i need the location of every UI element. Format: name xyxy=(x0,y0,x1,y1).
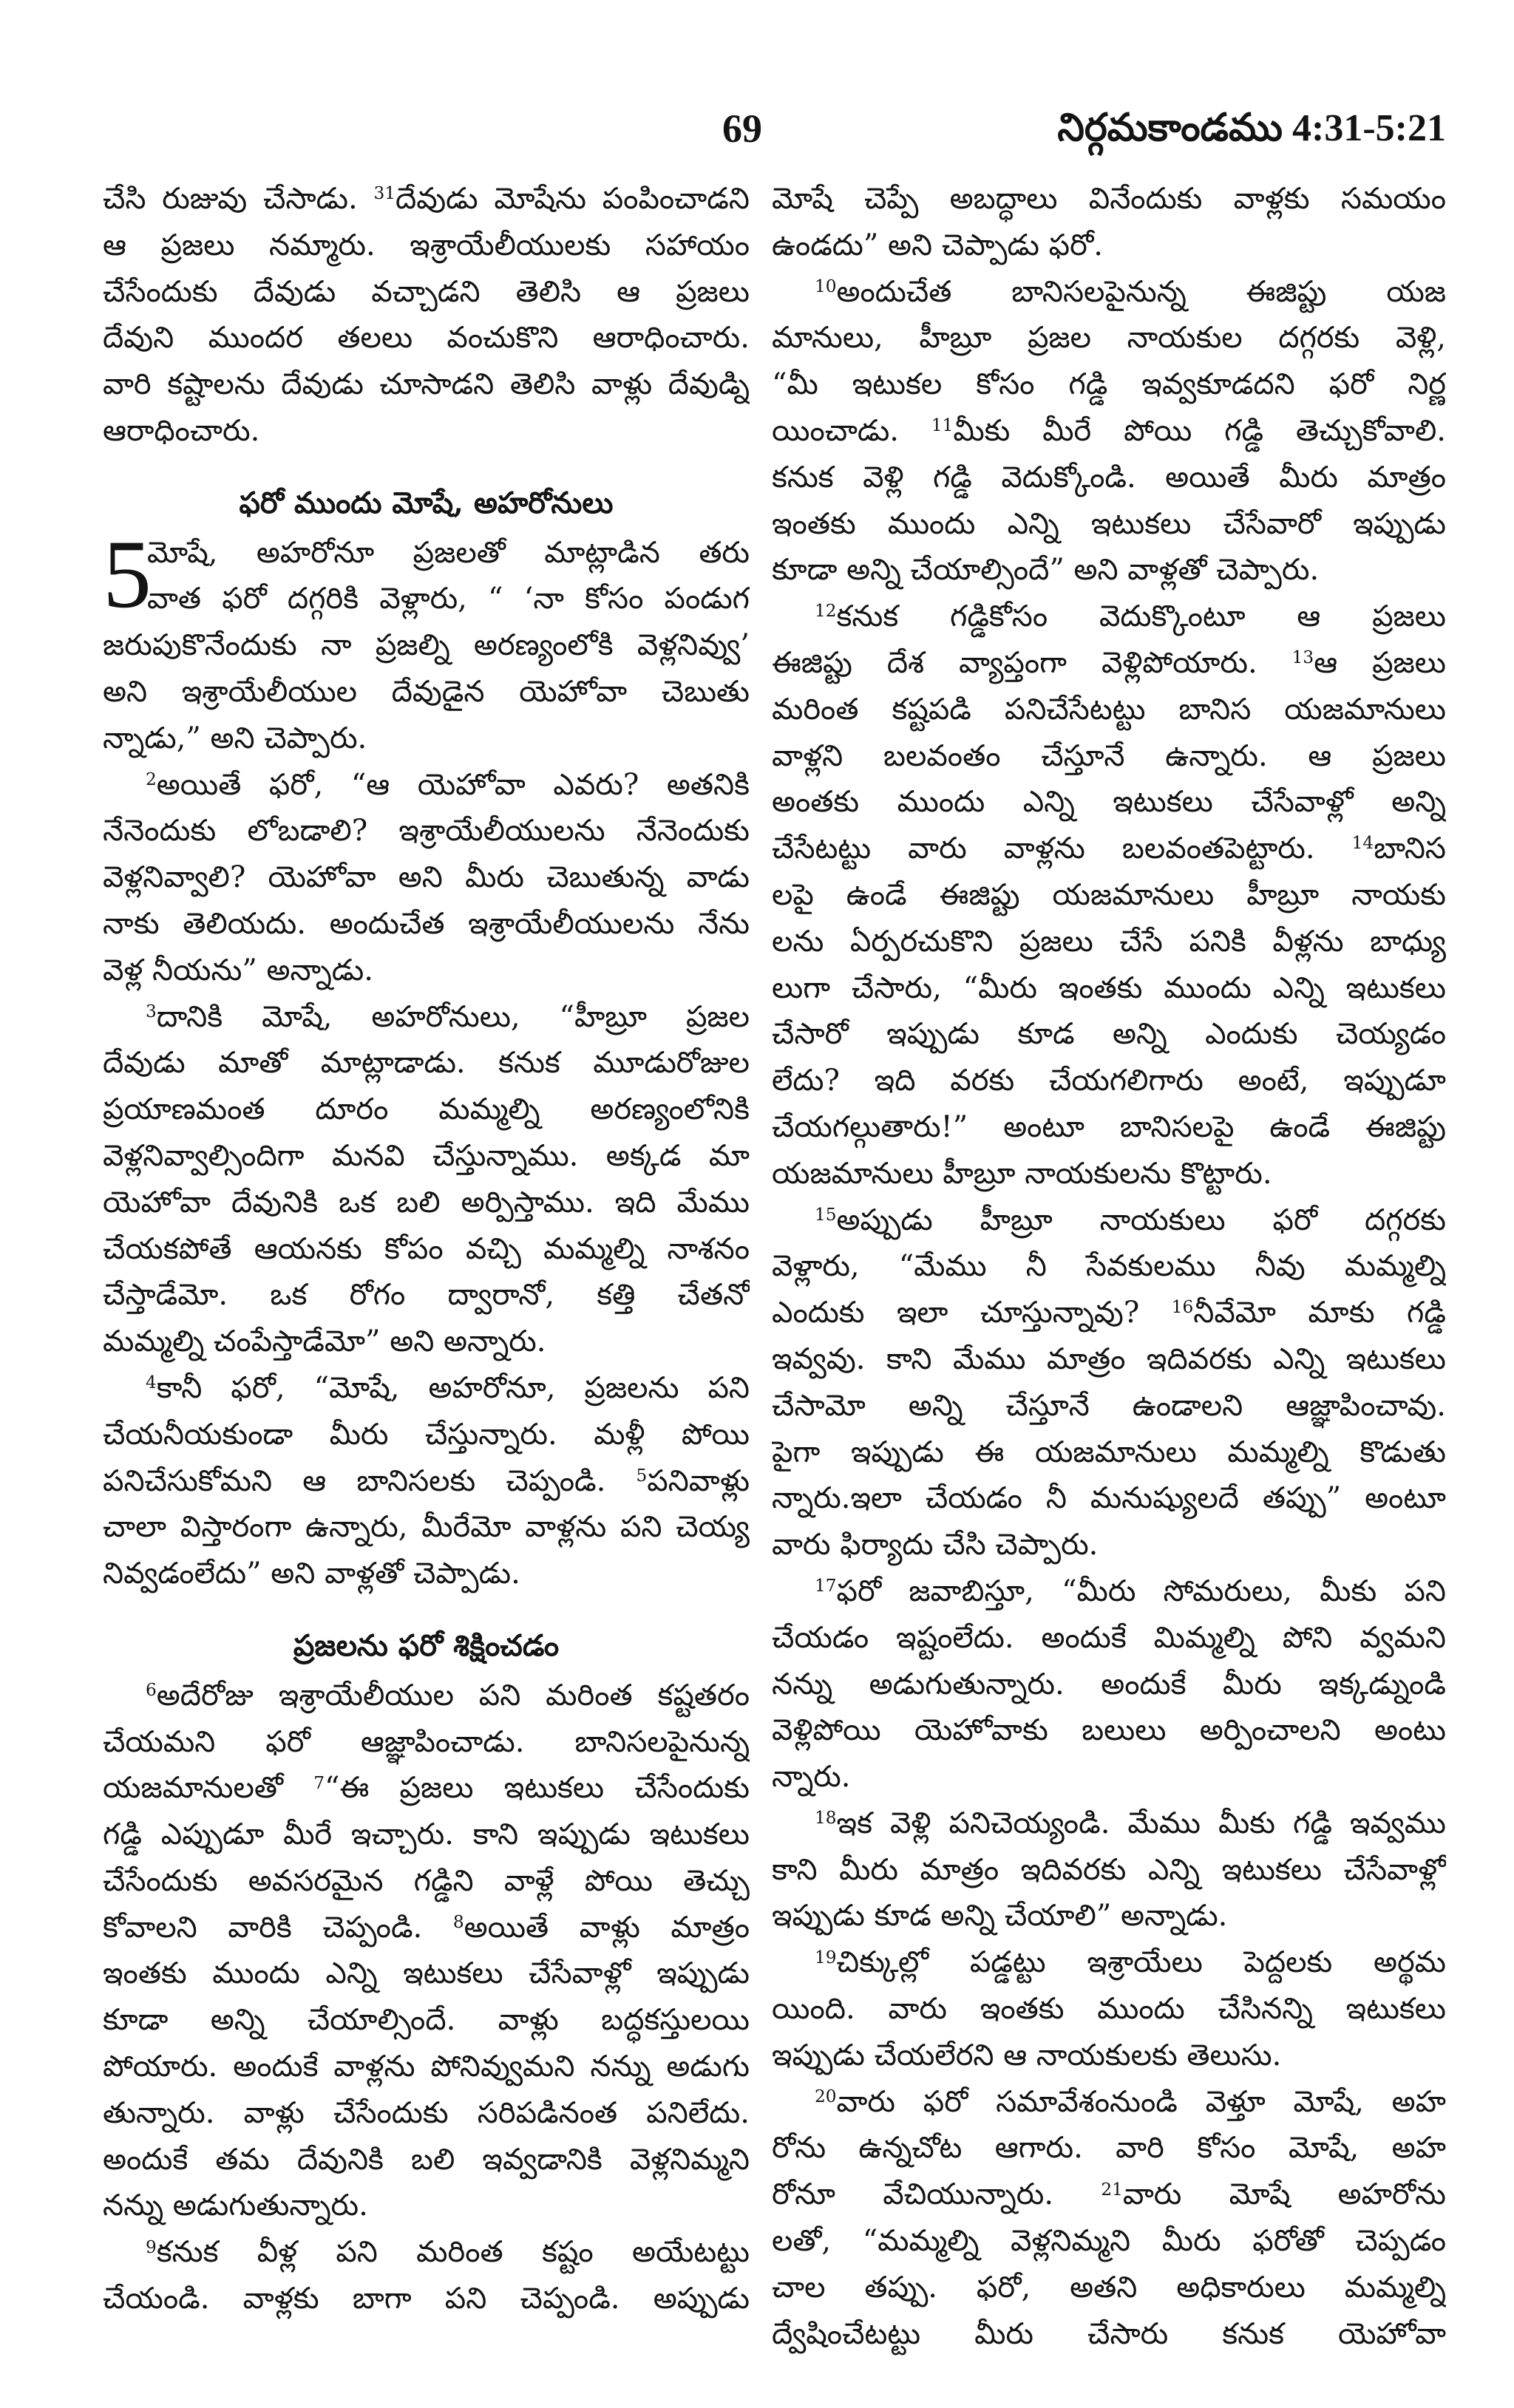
line-text: పోయారు. అందుకే వాళ్లను పోనివ్వుమని నన్ను అడుగు xyxy=(103,2050,750,2084)
verse-number: 20 xyxy=(815,2086,837,2106)
line-text: చేస్తాడేమో. ఒక రోగం ద్వారానో, కత్తి చేతనో xyxy=(103,1278,750,1313)
verse-paragraph xyxy=(103,762,750,994)
text-line xyxy=(103,994,750,1041)
text-line xyxy=(772,2079,1446,2126)
line-text: యజమానులతో xyxy=(103,1771,314,1806)
text-line xyxy=(103,2137,750,2183)
verse-number: 5 xyxy=(636,1465,648,1486)
text-line xyxy=(772,1058,1446,1104)
text-line xyxy=(772,919,1446,965)
text-line xyxy=(772,269,1446,316)
text-line xyxy=(772,2218,1446,2265)
line-text: ఇక వెళ్లి పనిచెయ్యండి. మేము మీకు గడ్డి ఇవ్వము xyxy=(836,1806,1446,1840)
text-line xyxy=(772,1197,1446,1244)
page-number: 69 xyxy=(722,106,762,151)
line-text: రోనూ వేచియున్నారు. xyxy=(772,2177,1101,2212)
line-text: చేయకపోతే ఆయనకు కోపం వచ్చి మమ్మల్ని నాశనం xyxy=(103,1231,750,1266)
line-text: వెళ్లిపోయి యెహోవాకు బలులు అర్పించాలని అంటు xyxy=(772,1713,1446,1748)
text-line xyxy=(772,1754,1446,1800)
text-line xyxy=(103,1858,750,1905)
text-line xyxy=(772,826,1446,872)
text-line xyxy=(772,501,1446,548)
verse-paragraph xyxy=(772,1568,1446,1800)
verse-number: 16 xyxy=(1171,1297,1194,1318)
line-text: లతో, “మమ్మల్ని వెళ్లనిమ్మని మీరు ఫరోతో చెప్పడం xyxy=(772,2224,1446,2259)
verse-paragraph xyxy=(772,594,1446,1197)
verse-number: 2 xyxy=(146,769,157,789)
text-line xyxy=(772,594,1446,640)
text-line xyxy=(103,1673,750,1719)
line-text: ఆ ప్రజలు నమ్మారు. ఇశ్రాయేలీయులకు సహాయం xyxy=(103,228,750,262)
line-text: చేయగల్గుతారు!” అంటూ బానిసలపై ఉండే ఈజిప్టు xyxy=(772,1109,1446,1144)
text-line xyxy=(772,2033,1446,2079)
line-text: చేసేందుకు దేవుడు వచ్చాడని తెలిసి ఆ ప్రజలు xyxy=(103,274,750,309)
section-heading: ప్రజలను ఫరో శిక్షించడం xyxy=(293,1628,560,1663)
text-line xyxy=(772,547,1446,594)
text-line xyxy=(103,669,750,715)
text-line xyxy=(772,1104,1446,1151)
text-line xyxy=(103,176,750,222)
text-line xyxy=(772,176,1446,222)
text-line xyxy=(772,1707,1446,1754)
text-line xyxy=(772,2265,1446,2311)
line-text: జరుపుకొనేందుకు నా ప్రజల్ని అరణ్యంలోకి వెళ్లనివ్వు’ xyxy=(103,628,750,663)
verse-paragraph xyxy=(103,2229,750,2322)
line-text: మోషే చెప్పే అబద్ధాలు వినేందుకు వాళ్లకు సమయం xyxy=(772,182,1446,216)
verse-number: 7 xyxy=(313,1772,325,1793)
text-line xyxy=(103,1719,750,1766)
chapter-number: 5 xyxy=(103,519,152,628)
line-text: వారు ఫిర్యాదు చేసి చెప్పారు. xyxy=(772,1528,1099,1562)
text-line xyxy=(772,965,1446,1012)
verse-paragraph xyxy=(772,1800,1446,1939)
verse-paragraph xyxy=(103,1365,750,1597)
running-head-title: నిర్గమకాండము 4:31-5:21 xyxy=(1057,107,1446,149)
line-text: చేసేందుకు అవసరమైన గడ్డిని వాళ్లే పోయి తెచ్చు xyxy=(103,1863,750,1898)
line-text: ద్వేషించేటట్టు మీరు చేసారు కనుక యెహోవా xyxy=(772,2316,1446,2351)
text-line xyxy=(772,315,1446,361)
line-text: నేనెందుకు లోబడాలి? ఇశ్రాయేలీయులను నేనెందుకు xyxy=(103,814,750,848)
line-text: మానులు, హీబ్రూ ప్రజల నాయకుల దగ్గరకు వెళ్లి, xyxy=(772,321,1446,356)
verse-number: 17 xyxy=(815,1576,837,1596)
line-text: వారు మోషే అహరోను xyxy=(1122,2177,1446,2212)
line-text: ఫరో జవాబిస్తూ, “మీరు సోమరులు, మీకు పని xyxy=(836,1574,1446,1608)
text-line xyxy=(772,1800,1446,1847)
verse-number: 14 xyxy=(1351,833,1374,854)
line-text: ఆరాధించారు. xyxy=(103,413,260,448)
verse-paragraph xyxy=(103,1673,750,2230)
line-text: లపై ఉండే ఈజిప్టు యజమానులు హీబ్రూ నాయకు xyxy=(772,877,1446,912)
line-text: దేవుని ముందర తలలు వంచుకొని ఆరాధించారు. xyxy=(103,321,750,356)
text-line xyxy=(103,1040,750,1086)
line-text: కనుక వీళ్ల పని మరింత కష్టం అయేటట్టు xyxy=(156,2235,750,2270)
text-line xyxy=(103,622,750,669)
text-line xyxy=(103,269,750,316)
line-text: “మీ ఇటుకల కోసం గడ్డి ఇవ్వకూడదని ఫరో నిర్ణ xyxy=(772,367,1446,402)
text-line xyxy=(772,779,1446,826)
line-text: న్నారు.ఇలా చేయడం నీ మనుష్యులదే తప్పు” అంటూ xyxy=(772,1481,1446,1516)
text-line xyxy=(103,315,750,361)
line-text: చేసేటట్టు వారు వాళ్లను బలవంతపెట్టారు. xyxy=(772,831,1352,866)
line-text: మరింత కష్టపడి పనిచేసేటట్టు బానిస యజమానులు xyxy=(772,692,1446,727)
text-line xyxy=(103,762,750,809)
text-line xyxy=(103,222,750,269)
text-line xyxy=(103,948,750,994)
line-text: ఇప్పుడు కూడ అన్ని చేయాలి” అన్నాడు. xyxy=(772,1899,1228,1933)
line-text: కనుక వెళ్లి గడ్డి వెదుక్కోండి. అయితే మీరు మాత్రం xyxy=(772,460,1446,494)
text-line xyxy=(772,408,1446,455)
text-line xyxy=(772,2311,1446,2358)
verse-number: 13 xyxy=(1291,647,1314,668)
line-text: ఆ ప్రజలు xyxy=(1314,645,1446,680)
line-text: చేయమని ఫరో ఆజ్ఞాపించాడు. బానిసలపైనున్న xyxy=(103,1724,750,1759)
verse-number: 3 xyxy=(146,1001,157,1021)
text-line xyxy=(103,1950,750,1997)
verse-paragraph xyxy=(103,994,750,1365)
line-text: ఇవ్వవు. కాని మేము మాత్రం ఇదివరకు ఎన్ని ఇటుకలు xyxy=(772,1341,1446,1376)
right-column xyxy=(772,176,1446,2357)
text-line xyxy=(772,1986,1446,2033)
line-text: చాలా విస్తారంగా ఉన్నారు, మీరేమో వాళ్లను పని చెయ్య xyxy=(103,1510,750,1545)
line-text: న్నారు. xyxy=(772,1760,851,1795)
text-line xyxy=(103,1365,750,1412)
line-text: దానికి మోషే, అహరోనులు, “హీబ్రూ ప్రజల xyxy=(156,999,750,1034)
verse-paragraph xyxy=(772,1197,1446,1568)
line-text: రోను ఉన్నచోట ఆగారు. వారి కోసం మోషే, అహ xyxy=(772,2131,1446,2166)
text-line xyxy=(103,1133,750,1180)
text-line xyxy=(103,2044,750,2090)
text-line xyxy=(772,640,1446,687)
line-text: కూడా అన్ని చేయాల్సిందే” అని వాళ్లతో చెప్పారు. xyxy=(772,553,1320,588)
text-line xyxy=(103,530,750,577)
line-text: చేయనీయకుండా మీరు చేస్తున్నారు. మళ్లీ పోయి xyxy=(103,1417,750,1452)
line-text: దేవుడు మోషేను పంపించాడని xyxy=(396,182,750,216)
text-line xyxy=(772,2125,1446,2171)
verse-number: 6 xyxy=(146,1679,157,1700)
line-text: చాల తప్పు. ఫరో, అతని అధికారులు మమ్మల్ని xyxy=(772,2270,1446,2305)
line-text: చేసామో అన్ని చేస్తూనే ఉండాలని ఆజ్ఞాపించావు. xyxy=(772,1388,1446,1423)
line-text: న్నాడు,” అని చెప్పారు. xyxy=(103,721,367,755)
line-text: చిక్కుల్లో పడ్డట్టు ఇశ్రాయేలు పెద్దలకు అర్థమ xyxy=(836,1945,1446,1980)
text-line xyxy=(772,222,1446,269)
line-text: వాళ్లని బలవంతం చేస్తూనే ఉన్నారు. ఆ ప్రజలు xyxy=(772,738,1446,773)
text-line xyxy=(103,2276,750,2322)
line-text: అప్పుడు హీబ్రూ నాయకులు ఫరో దగ్గరకు xyxy=(836,1203,1446,1237)
line-text: అయితే ఫరో, “ఆ యెహోవా ఎవరు? అతనికి xyxy=(156,767,750,802)
line-text: మీకు మీరే పోయి గడ్డి తెచ్చుకోవాలి. xyxy=(953,413,1446,448)
line-text: వెళ్ల నీయను” అన్నాడు. xyxy=(103,953,373,987)
line-text: అందుచేత బానిసలపైనున్న ఈజిప్టు యజ xyxy=(836,274,1446,309)
verse-number: 15 xyxy=(815,1204,837,1225)
text-line xyxy=(103,1086,750,1133)
text-line xyxy=(772,1615,1446,1662)
line-text: యెహోవా దేవునికి ఒక బలి అర్పిస్తాము. ఇది మేము xyxy=(103,1185,750,1220)
verse-paragraph xyxy=(103,176,750,455)
line-text: అందుకే తమ దేవునికి బలి ఇవ్వడానికి వెళ్లనిమ్మని xyxy=(103,2142,750,2177)
line-text: యజమానులు హీబ్రూ నాయకులను కొట్టారు. xyxy=(772,1156,1272,1191)
text-line xyxy=(772,1290,1446,1336)
text-line xyxy=(103,1272,750,1319)
text-line xyxy=(772,2171,1446,2218)
line-text: పైగా ఇప్పుడు ఈ యజమానులు మమ్మల్ని కొడుతు xyxy=(772,1435,1446,1469)
line-text: బానిస xyxy=(1374,831,1446,866)
line-text: దేవుడు మాతో మాట్లాడాడు. కనుక మూడురోజుల xyxy=(103,1046,750,1081)
line-text: నన్ను అడుగుతున్నారు. xyxy=(103,2188,368,2223)
text-line xyxy=(103,1997,750,2044)
text-line xyxy=(103,2183,750,2229)
text-line xyxy=(103,1226,750,1273)
verse-paragraph xyxy=(772,1939,1446,2078)
line-text: లుగా చేసారు, “మీరు ఇంతకు ముందు ఎన్ని ఇటుకలు xyxy=(772,970,1446,1005)
line-text: తున్నారు. వాళ్లు చేసేందుకు సరిపడినంత పనిలేదు. xyxy=(103,2095,750,2130)
line-text: “ఈ ప్రజలు ఇటుకలు చేసేందుకు xyxy=(325,1771,750,1806)
verse-number: 8 xyxy=(452,1911,464,1932)
line-text: అని ఇశ్రాయేలీయుల దేవుడైన యెహోవా చెబుతు xyxy=(103,674,750,709)
text-line xyxy=(772,1243,1446,1290)
line-text: చేసారో ఇప్పుడు కూడ అన్ని ఎందుకు చెయ్యడం xyxy=(772,1017,1446,1052)
line-text: నీవేమో మాకు గడ్డి xyxy=(1193,1296,1446,1330)
text-line xyxy=(772,1336,1446,1383)
line-text: వాత ఫరో దగ్గరికి వెళ్లారు, “ ‘నా కోసం పండుగ xyxy=(147,582,750,616)
line-text: వెళ్లనివ్వాలి? యెహోవా అని మీరు చెబుతున్న వాడు xyxy=(103,860,750,895)
text-line xyxy=(772,1383,1446,1429)
line-text: నన్ను అడుగుతున్నారు. అందుకే మీరు ఇక్కడ్నుండి xyxy=(772,1667,1446,1701)
line-text: చేయడం ఇష్టంలేదు. అందుకే మిమ్మల్ని పోని వ్వమని xyxy=(772,1620,1446,1655)
line-text: కాని మీరు మాత్రం ఇదివరకు ఎన్ని ఇటుకలు చేసేవాళ్లో xyxy=(772,1852,1446,1887)
line-text: ఇప్పుడు చేయలేరని ఆ నాయకులకు తెలుసు. xyxy=(772,2038,1282,2072)
left-column xyxy=(103,176,750,2322)
verse-number: 10 xyxy=(815,276,837,296)
line-text: నివ్వడంలేదు” అని వాళ్లతో చెప్పాడు. xyxy=(103,1557,520,1591)
line-text: ఇంతకు ముందు ఎన్ని ఇటుకలు చేసేవాళ్లో ఇప్పుడు xyxy=(103,1956,750,1991)
line-text: వారి కష్టాలను దేవుడు చూసాడని తెలిసి వాళ్లు దేవుడ్ని xyxy=(103,367,750,402)
text-line xyxy=(772,1847,1446,1894)
text-line xyxy=(103,808,750,854)
line-text: పనివాళ్లు xyxy=(647,1463,750,1498)
text-line xyxy=(772,1011,1446,1058)
verse-number: 12 xyxy=(815,601,837,622)
line-text: అంతకు ముందు ఎన్ని ఇటుకలు చేసేవాళ్లో అన్ని xyxy=(772,785,1446,820)
line-text: ఇంతకు ముందు ఎన్ని ఇటుకలు చేసేవారో ఇప్పుడు xyxy=(772,506,1446,541)
verse-number: 21 xyxy=(1101,2179,1123,2200)
line-text: ఈజిప్టు దేశ వ్యాప్తంగా వెళ్లిపోయారు. xyxy=(772,645,1292,680)
text-line xyxy=(772,361,1446,408)
line-text: యించాడు. xyxy=(772,413,931,448)
verse-paragraph xyxy=(772,2079,1446,2358)
line-text: అయితే వాళ్లు మాత్రం xyxy=(464,1910,750,1945)
line-text: లను ఏర్పరచుకొని ప్రజలు చేసే పనికి వీళ్లను బాధ్యు xyxy=(772,924,1446,959)
text-line xyxy=(103,1905,750,1951)
text-line xyxy=(103,1504,750,1551)
line-text: కనుక గడ్డికోసం వెదుక్కొంటూ ఆ ప్రజలు xyxy=(836,599,1446,634)
verse-paragraph xyxy=(772,269,1446,594)
text-line xyxy=(103,1319,750,1365)
line-text: నాకు తెలియదు. అందుచేత ఇశ్రాయేలీయులను నేను xyxy=(103,906,750,941)
line-text: గడ్డి ఎప్పుడూ మీరే ఇచ్చారు. కాని ఇప్పుడు ఇటుకలు xyxy=(103,1817,750,1852)
verse-number: 11 xyxy=(931,415,954,436)
line-text: వారు ఫరో సమావేశంనుండి వెళ్తూ మోషే, అహ xyxy=(836,2084,1446,2119)
text-line xyxy=(772,1522,1446,1568)
verse-number: 19 xyxy=(815,1947,837,1967)
line-text: మమ్మల్ని చంపేస్తాడేమో” అని అన్నారు. xyxy=(103,1324,546,1359)
line-text: ఎందుకు ఇలా చూస్తున్నావు? xyxy=(772,1296,1172,1330)
text-line xyxy=(103,901,750,948)
line-text: వెళ్లనివ్వాల్సిందిగా మనవి చేస్తున్నాము. అక్కడ మా xyxy=(103,1138,750,1173)
text-line xyxy=(772,687,1446,733)
text-line xyxy=(772,1662,1446,1708)
text-line xyxy=(772,1429,1446,1476)
text-line xyxy=(103,361,750,408)
text-line xyxy=(103,1412,750,1458)
line-text: చేసి రుజువు చేసాడు. xyxy=(103,182,374,216)
verse-number: 31 xyxy=(373,183,396,204)
line-text: యింది. వారు ఇంతకు ముందు చేసినన్ని ఇటుకలు xyxy=(772,1992,1446,2027)
text-line xyxy=(103,576,750,622)
verse-number: 18 xyxy=(815,1808,837,1829)
verse-number: 4 xyxy=(146,1373,157,1393)
line-text: కానీ ఫరో, “మోషే, అహరోనూ, ప్రజలను పని xyxy=(156,1370,750,1405)
line-text: పనిచేసుకోమని ఆ బానిసలకు చెప్పండి. xyxy=(103,1463,637,1498)
verse-paragraph xyxy=(772,176,1446,269)
text-line xyxy=(772,1568,1446,1615)
text-line xyxy=(772,733,1446,780)
text-line xyxy=(103,1551,750,1597)
text-line xyxy=(772,872,1446,919)
text-line xyxy=(772,455,1446,501)
text-line xyxy=(103,408,750,455)
text-line xyxy=(772,1939,1446,1986)
text-line xyxy=(103,2090,750,2137)
line-text: అదేరోజు ఇశ్రాయేలీయుల పని మరింత కష్టతరం xyxy=(156,1678,750,1713)
line-text: ప్రయాణమంత దూరం మమ్మల్ని అరణ్యంలోనికి xyxy=(103,1092,750,1127)
text-line xyxy=(103,1765,750,1812)
line-text: వెళ్లారు, “మేము నీ సేవకులము నీవు మమ్మల్ని xyxy=(772,1249,1446,1284)
text-line xyxy=(103,2229,750,2276)
line-text: చేయండి. వాళ్లకు బాగా పని చెప్పండి. అప్పుడు xyxy=(103,2282,750,2316)
text-line xyxy=(772,1151,1446,1197)
text-line xyxy=(103,1812,750,1858)
line-text: కూడా అన్ని చేయాల్సిందే. వాళ్లు బద్ధకస్తులయి xyxy=(103,2003,750,2038)
text-line xyxy=(772,1893,1446,1939)
section-heading: ఫరో ముందు మోషే, అహరోనులు xyxy=(239,485,614,520)
text-line xyxy=(103,854,750,901)
text-line xyxy=(772,1475,1446,1522)
chapter-paragraph xyxy=(103,519,750,762)
line-text: మోషే, అహరోనూ ప్రజలతో మాట్లాడిన తరు xyxy=(147,535,750,570)
text-line xyxy=(103,715,750,762)
line-text: ఉండదు” అని చెప్పాడు ఫరో. xyxy=(772,228,1103,262)
line-text: కోవాలని వారికి చెప్పండి. xyxy=(103,1910,453,1945)
line-text: లేదు? ఇది వరకు చేయగలిగారు అంటే, ఇప్పుడూ xyxy=(772,1064,1446,1098)
text-line xyxy=(103,1458,750,1505)
text-line xyxy=(103,1180,750,1226)
verse-number: 9 xyxy=(146,2237,157,2257)
